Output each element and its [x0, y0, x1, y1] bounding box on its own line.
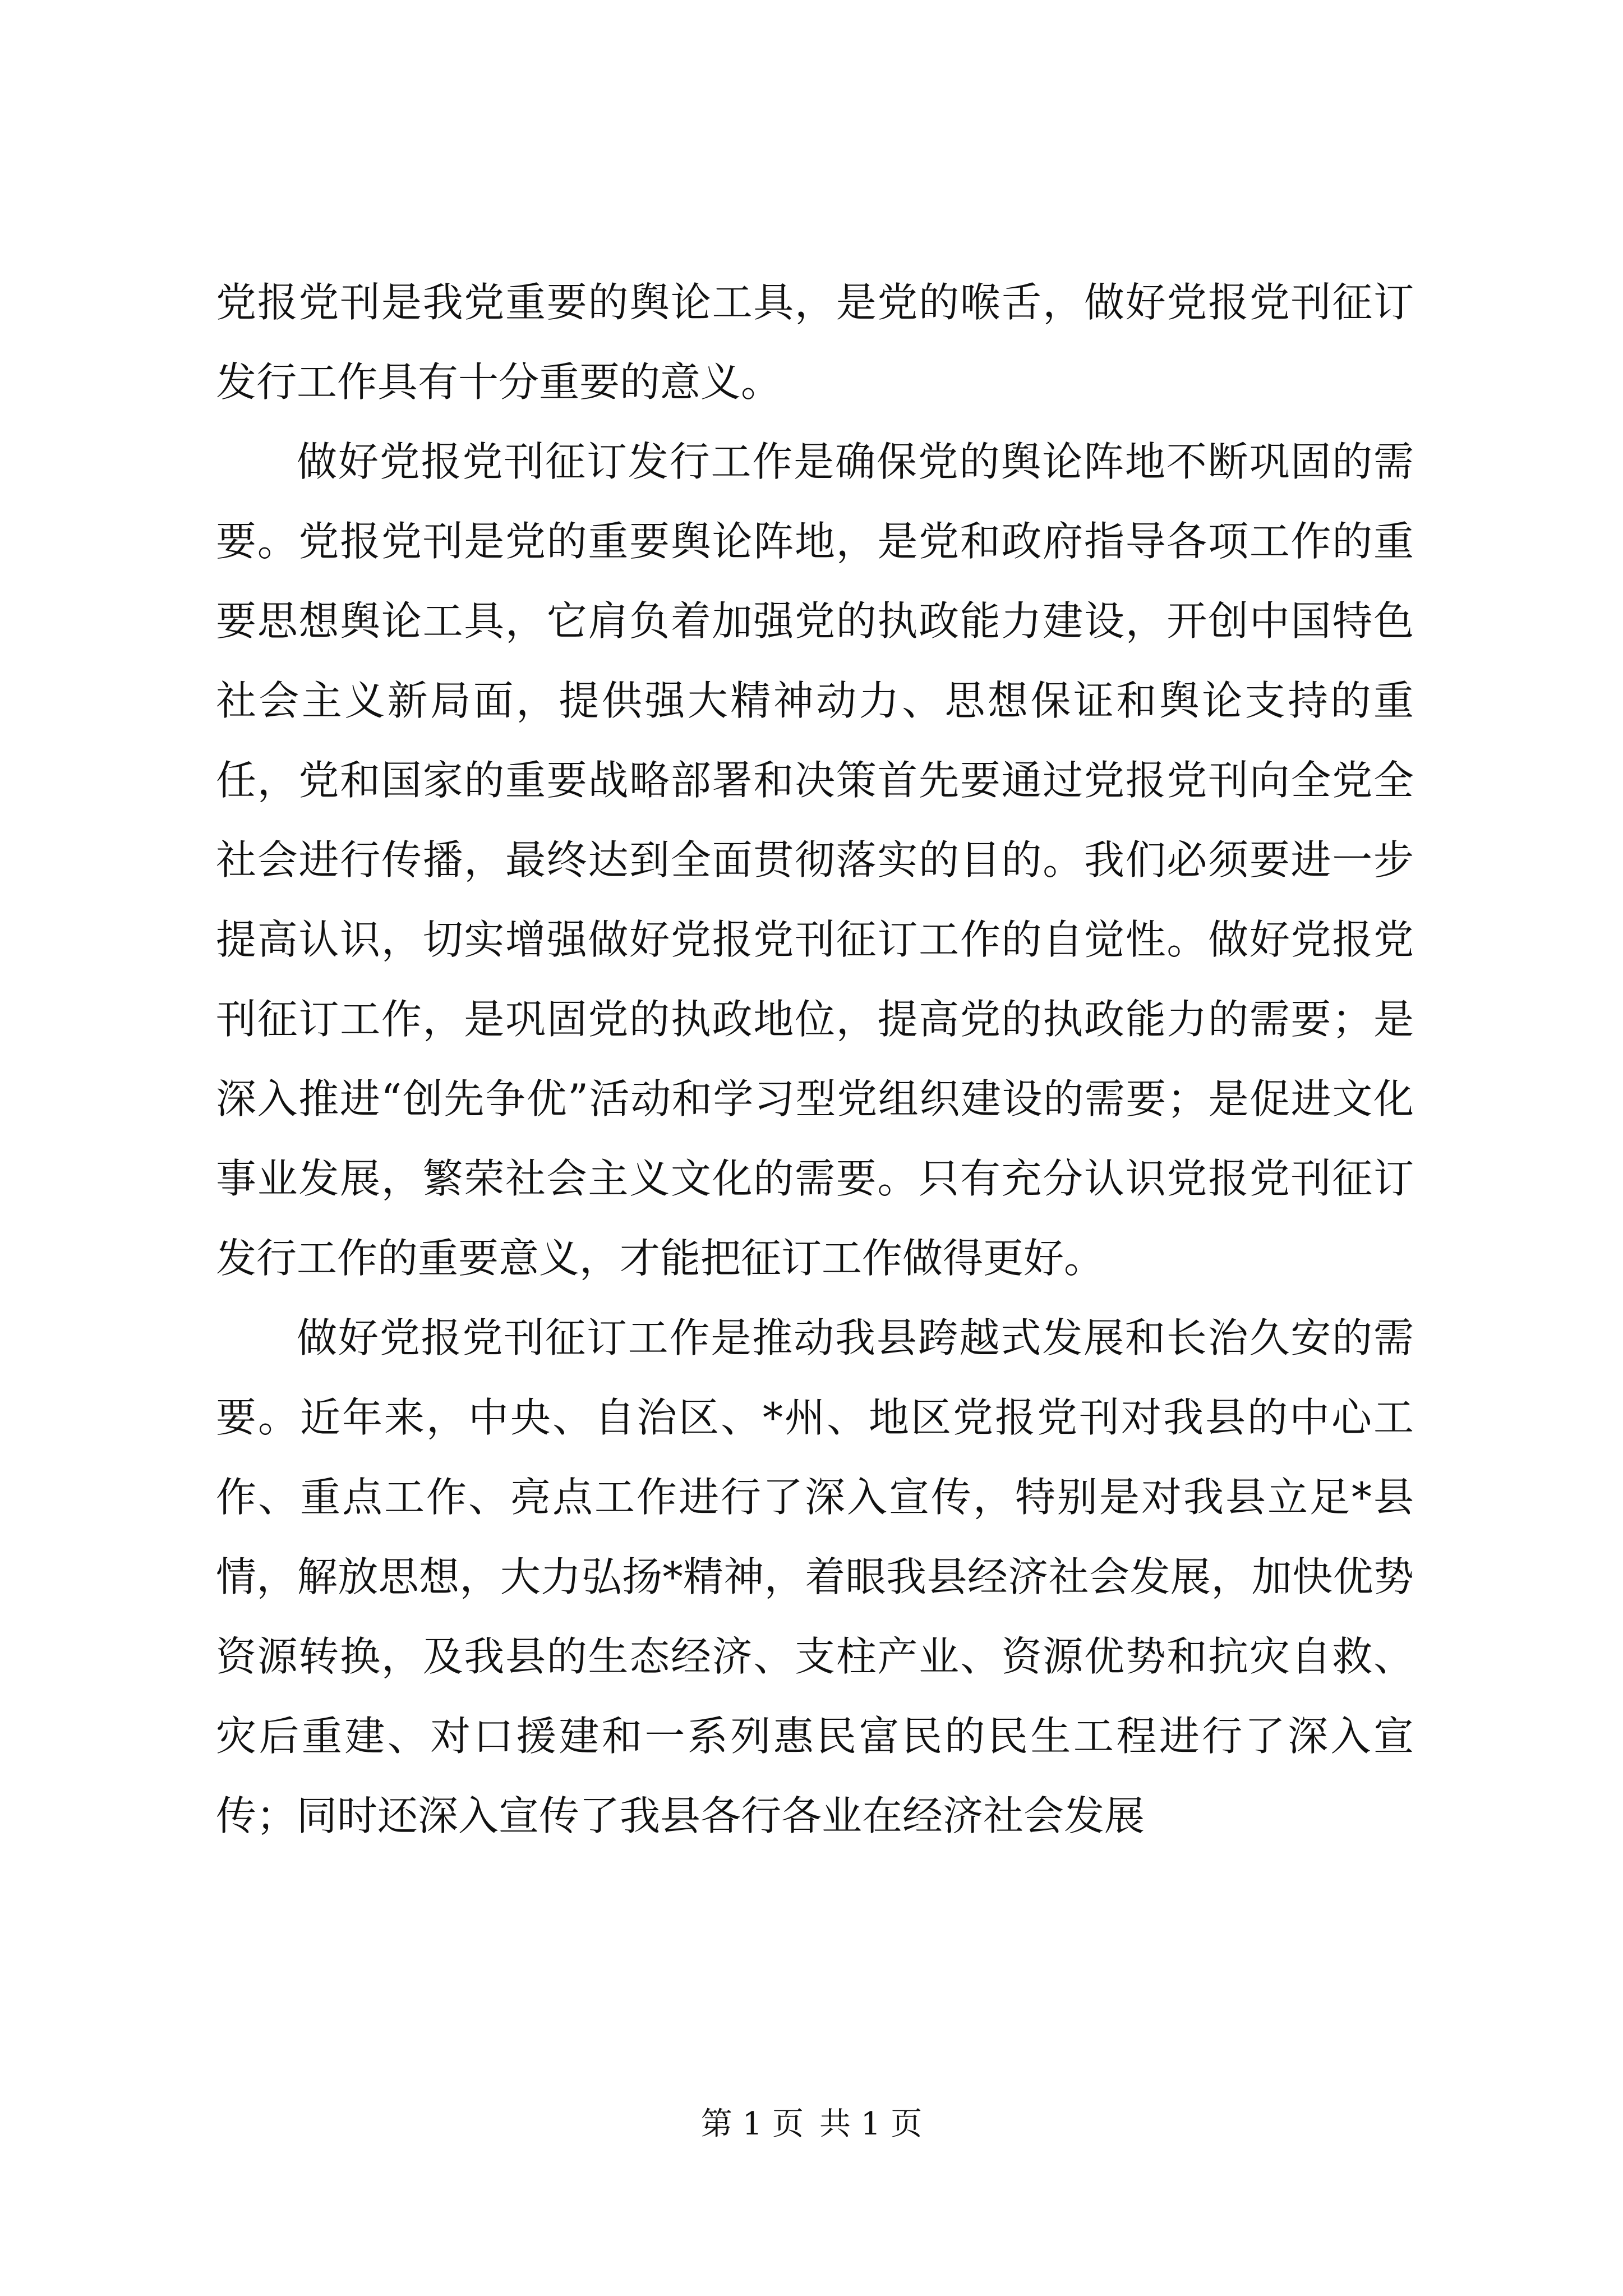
paragraph-3: 做好党报党刊征订工作是推动我县跨越式发展和长治久安的需要。近年来，中央、自治区、*州、地区党报党刊对我县的中心工作、重点工作、亮点工作进行了深入宣传，特别是对我县立足*县情，解放思想，大力弘扬*精神，着眼我县经济社会发展，加快优势资源转换，及我县的生态经济、支柱产业、资源优势和抗灾自救、灾后重建、对口援建和一系列惠民富民的民生工程进行了深入宣传；同时还深入宣传了我县各行各业在经济社会发展 [216, 1314, 1414, 1839]
document-body [216, 263, 1414, 1856]
paragraph-1: 党报党刊是我党重要的舆论工具，是党的喉舌，做好党报党刊征订发行工作具有十分重要的意义。 [216, 279, 1414, 406]
page-footer [0, 2105, 1623, 2144]
page-total: 共 1 页 [819, 2106, 923, 2142]
page-number: 第 1 页 [700, 2106, 804, 2142]
paragraph-2: 做好党报党刊征订发行工作是确保党的舆论阵地不断巩固的需要。党报党刊是党的重要舆论阵地，是党和政府指导各项工作的重要思想舆论工具，它肩负着加强党的执政能力建设，开创中国特色社会主义新局面，提供强大精神动力、思想保证和舆论支持的重任，党和国家的重要战略部署和决策首先要通过党报党刊向全党全社会进行传播，最终达到全面贯彻落实的目的。我们必须要进一步提高认识，切实增强做好党报党刊征订工作的自觉性。做好党报党刊征订工作，是巩固党的执政地位，提高党的执政能力的需要；是深入推进“创先争优”活动和学习型党组织建设的需要；是促进文化事业发展，繁荣社会主义文化的需要。只有充分认识党报党刊征订发行工作的重要意义，才能把征订工作做得更好。 [216, 438, 1414, 1282]
